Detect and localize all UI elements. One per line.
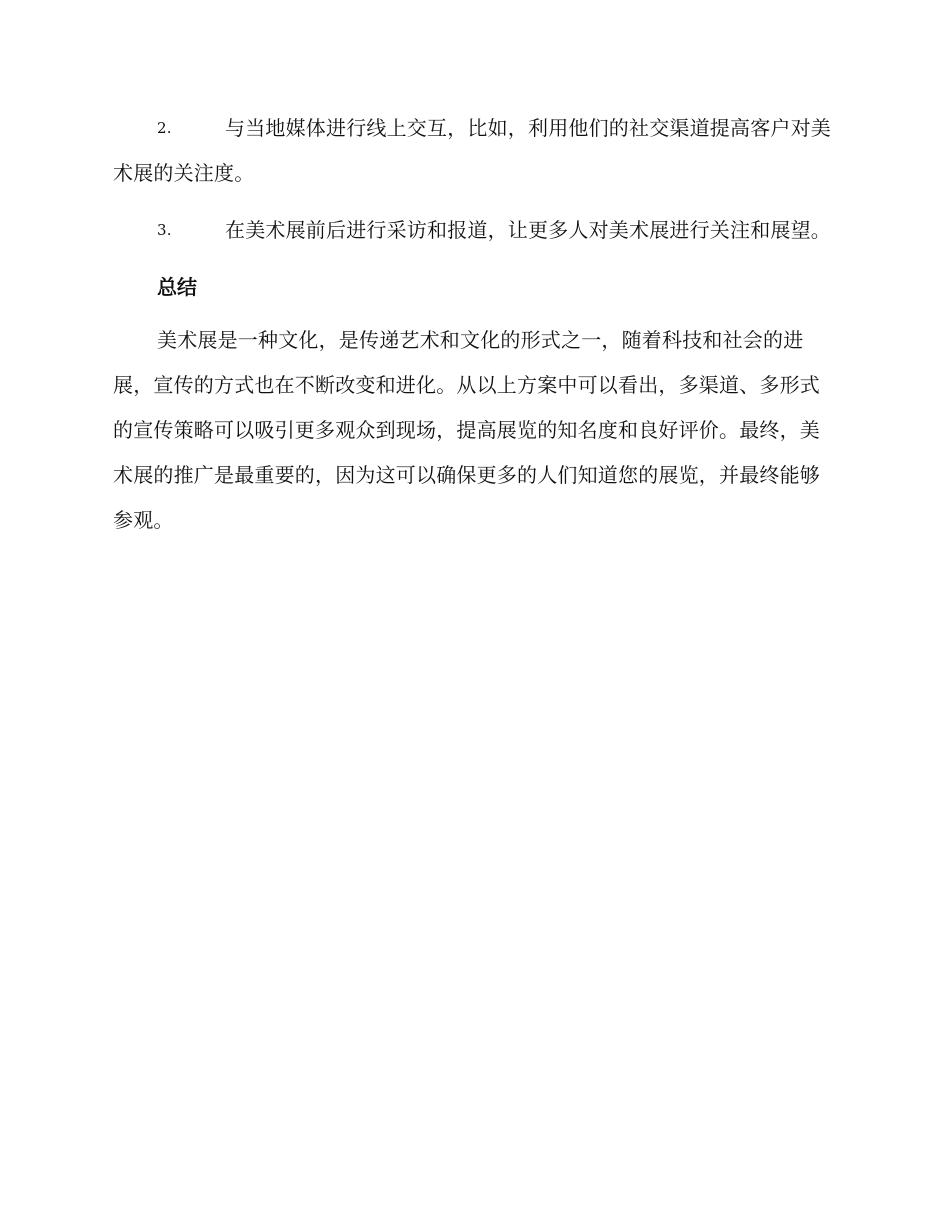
document-page [113, 106, 833, 543]
list-item [113, 106, 833, 196]
summary-paragraph: 美术展是一种文化，是传递艺术和文化的形式之一，随着科技和社会的进展，宣传的方式也在不断改变和进化。从以上方案中可以看出，多渠道、多形式的宣传策略可以吸引更多观众到现场，提高展览的知名度和良好评价。最终，美术展的推广是最重要的，因为这可以确保更多的人们知道您的展览，并最终能够参观。 [113, 328, 820, 532]
list-number: 2. [157, 119, 172, 137]
list-item-text: 在美术展前后进行采访和报道，让更多人对美术展进行关注和展望。 [225, 218, 831, 242]
list-item [113, 208, 833, 253]
list-item-text: 与当地媒体进行线上交互，比如，利用他们的社交渠道提高客户对美术展的关注度。 [113, 116, 831, 185]
list-number: 3. [157, 221, 172, 239]
section-heading: 总结 [157, 275, 197, 299]
